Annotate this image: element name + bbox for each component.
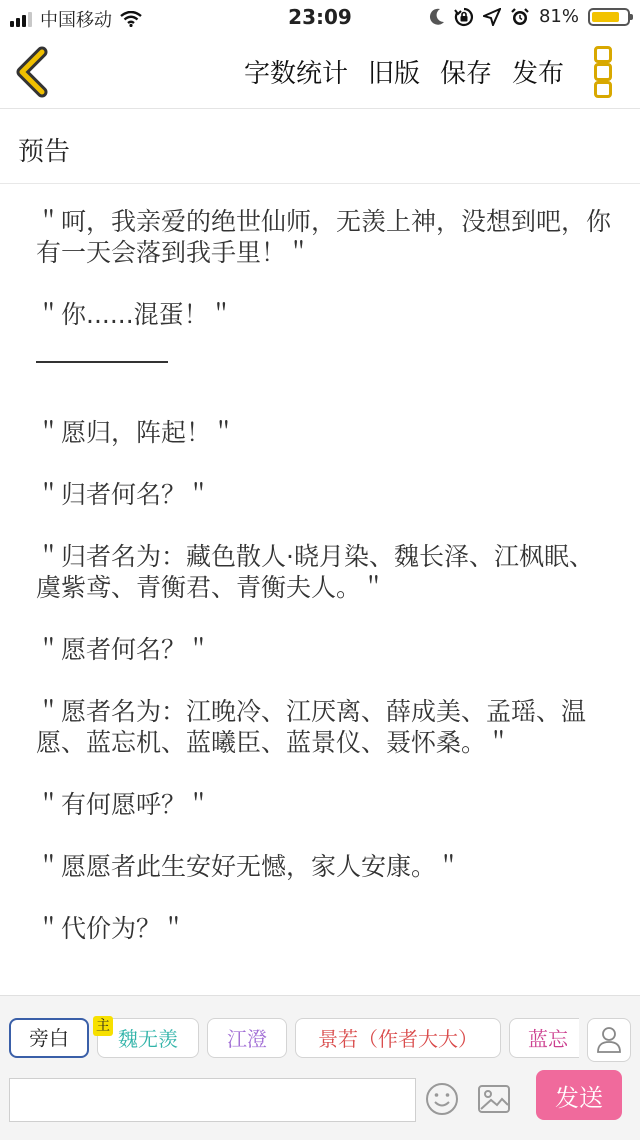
- nav-actions: [244, 53, 564, 90]
- word-count-button[interactable]: 字数统计: [243, 59, 348, 89]
- status-right: [429, 6, 630, 27]
- paragraph: ＂愿归，阵起！＂: [36, 418, 237, 447]
- chip-label: 旁白: [29, 1026, 69, 1050]
- composer-panel: [0, 995, 640, 1140]
- battery-percent: 81%: [538, 6, 579, 27]
- paragraph: ＂你......混蛋！＂: [36, 300, 234, 329]
- battery-icon: [588, 8, 630, 26]
- location-icon: [483, 8, 501, 26]
- rotation-lock-icon: [454, 7, 474, 27]
- chip-label: 蓝忘: [528, 1027, 568, 1051]
- story-content[interactable]: [36, 206, 616, 986]
- chip-label: 江澄: [227, 1027, 267, 1051]
- status-bar: [0, 0, 640, 36]
- moon-icon: [429, 8, 445, 26]
- paragraph: ＂归者名为：藏色散人·晓月染、魏长泽、江枫眠、虞紫鸢、青衡君、青衡夫人。＂: [36, 542, 594, 602]
- chip-jingruo-author[interactable]: [295, 1018, 501, 1058]
- emoji-icon[interactable]: [424, 1081, 460, 1117]
- paragraph: ＂有何愿呼？＂: [36, 790, 212, 819]
- paragraph: ＂代价为？＂: [36, 914, 187, 943]
- paragraph: ＂愿者何名？＂: [36, 635, 212, 664]
- chip-label: 景若（作者大大）: [318, 1027, 478, 1051]
- chevron-left-icon[interactable]: [10, 46, 54, 98]
- message-input[interactable]: [9, 1078, 416, 1122]
- battery-level: [592, 12, 619, 22]
- more-vertical-icon[interactable]: [594, 46, 616, 98]
- publish-button[interactable]: 发布: [511, 59, 564, 89]
- user-button[interactable]: [587, 1018, 631, 1062]
- paragraph: ＂愿愿者此生安好无憾，家人安康。＂: [36, 852, 462, 881]
- save-button[interactable]: 保存: [439, 59, 492, 89]
- nav-bar: [0, 36, 640, 109]
- image-icon[interactable]: [476, 1081, 512, 1117]
- section-divider: [36, 361, 168, 363]
- chapter-title: 预告: [18, 137, 71, 167]
- paragraph: ＂愿者名为：江晚冷、江厌离、薛成美、孟瑶、温愿、蓝忘机、蓝曦臣、蓝景仪、聂怀桑。＂: [36, 697, 587, 757]
- chip-narration[interactable]: [9, 1018, 89, 1058]
- status-time: 23:09: [288, 5, 352, 29]
- send-button[interactable]: 发送: [536, 1070, 622, 1120]
- user-icon: [588, 1019, 630, 1061]
- owner-badge: 主: [93, 1016, 113, 1036]
- chip-lan-wang[interactable]: [509, 1018, 579, 1058]
- chip-label: 魏无羡: [118, 1027, 178, 1051]
- chip-jiang-cheng[interactable]: [207, 1018, 287, 1058]
- paragraph: ＂归者何名？＂: [36, 480, 212, 509]
- paragraph: ＂呵，我亲爱的绝世仙师，无羡上神，没想到吧，你有一天会落到我手里！＂: [36, 207, 612, 267]
- alarm-icon: [510, 7, 530, 27]
- chapter-title-bar[interactable]: [0, 109, 640, 184]
- old-version-button[interactable]: 旧版: [367, 59, 420, 89]
- carrier-name: 中国移动: [40, 10, 112, 31]
